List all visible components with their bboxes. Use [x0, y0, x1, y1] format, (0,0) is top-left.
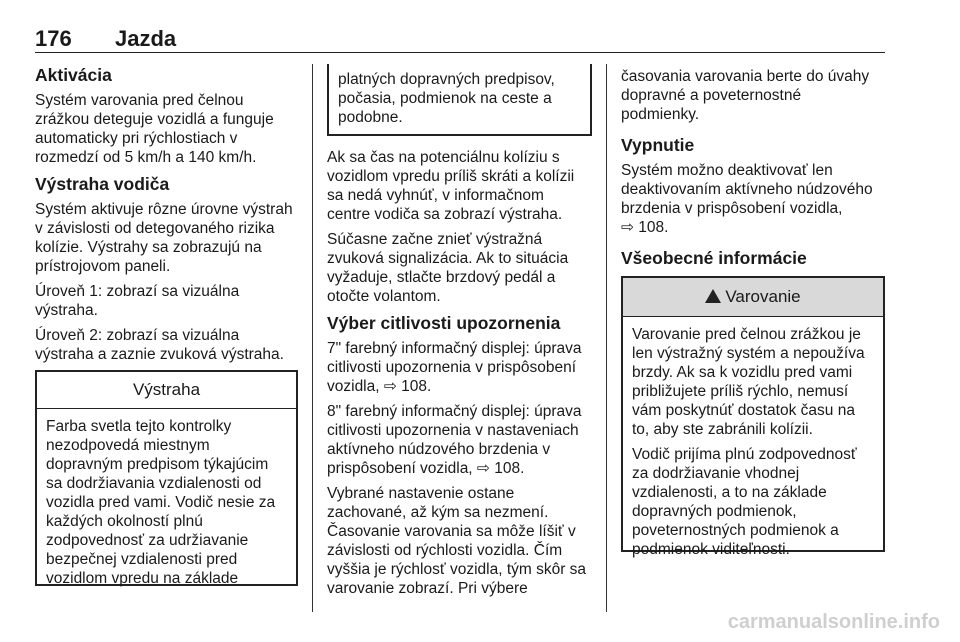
acoustic-text [327, 230, 597, 306]
text-line: počasia, podmienok na ceste a [338, 90, 552, 107]
header-divider [35, 52, 885, 53]
activation-text [35, 91, 300, 167]
text-line: výstraha a zaznie zvuková výstraha. [35, 346, 284, 363]
text-line: sa dodržiavania vzdialenosti od [46, 475, 262, 492]
text-line: Ak sa čas na potenciálnu kolíziu s [327, 149, 560, 166]
text-line: Úroveň 1: zobrazí sa vizuálna [35, 283, 240, 300]
column-divider-1 [312, 64, 313, 612]
page-number: 176 [35, 26, 72, 51]
text-line: sa nedá vyhnúť, v informačnom [327, 187, 544, 204]
text-line: podmienok viditeľnosti. [632, 541, 790, 558]
text-line: nezodpovedá miestnym [46, 437, 210, 454]
caution-box-body [37, 409, 296, 588]
text-line: Vodič prijíma plnú zodpovednosť [632, 446, 857, 463]
text-line: 7" farebný informačný displej: úprava [327, 340, 582, 357]
text-line: Časovanie varovania sa môže líšiť v [327, 523, 576, 540]
text-line: vyžaduje, stlačte brzdový pedál a [327, 269, 556, 286]
page-title: Jazda [115, 26, 177, 51]
timing-text [621, 67, 891, 124]
warning-title-text: Varovanie [725, 287, 801, 306]
text-line: Systém aktivuje rôzne úrovne výstrah [35, 201, 293, 218]
display8-text [327, 402, 597, 478]
driver-warning-text [35, 200, 300, 276]
text-line: citlivosti upozornenia v nastaveniach [327, 422, 579, 439]
collision-text [327, 148, 597, 224]
text-line: varovanie zobrazí. Pri výbere [327, 580, 528, 597]
text-line: výstraha. [35, 302, 98, 319]
text-line: 8" farebný informačný displej: úprava [327, 403, 582, 420]
text-line: Súčasne začne znieť výstražná [327, 231, 543, 248]
text-line: časovania varovania berte do úvahy [621, 68, 870, 85]
switch-off-text [621, 161, 891, 237]
text-line: brzdy. Ak sa k vozidlu pred vami [632, 364, 853, 381]
watermark: carmanualsonline.info [727, 611, 940, 633]
heading-switch-off: Vypnutie [621, 135, 695, 155]
text-line: prístrojovom paneli. [35, 258, 171, 275]
text-line: Systém varovania pred čelnou [35, 92, 244, 109]
column-3 [621, 67, 891, 274]
warning-triangle-icon [705, 289, 721, 303]
text-line: len výstražný systém a nepoužíva [632, 345, 865, 362]
text-line: zrážkou deteguje vozidlá a funguje [35, 111, 274, 128]
text-line: aktívneho núdzového brzdenia v [327, 441, 551, 458]
text-line: dopravné a poveternostné [621, 87, 802, 104]
heading-sensitivity: Výber citlivosti upozornenia [327, 313, 561, 333]
text-line: centre vodiča sa zobrazí výstraha. [327, 206, 563, 223]
text-line: zodpovednosť za udržiavanie [46, 532, 249, 549]
warning-box-title [623, 276, 883, 317]
text-line: deaktivovaním aktívneho núdzového [621, 181, 873, 198]
level2-text [35, 326, 300, 364]
text-line: platných dopravných predpisov, [338, 71, 555, 88]
text-line: otočte volantom. [327, 288, 441, 305]
text-line: vozidlom vpredu príliš skráti a kolízii [327, 168, 575, 185]
text-line: dopravným predpisom týkajúcim [46, 456, 269, 473]
text-line: Farba svetla tejto kontrolky [46, 418, 232, 435]
text-line: Varovanie pred čelnou zrážkou je [632, 326, 861, 343]
text-line: vám poskytnúť dostatok času na [632, 402, 855, 419]
text-line: vozidla pred vami. Vodič nesie za [46, 494, 276, 511]
text-line: Systém možno deaktivovať len [621, 162, 833, 179]
text-line: automaticky pri rýchlostiach v [35, 130, 238, 147]
text-line: zachované, až kým sa nezmení. [327, 504, 549, 521]
level1-text [35, 282, 300, 320]
text-line: vyššia je rýchlosť vozidla, tým skôr sa [327, 561, 587, 578]
text-line: bezpečnej vzdialenosti pred [46, 551, 238, 568]
text-line: dopravných podmienok, [632, 503, 797, 520]
text-line: Úroveň 2: zobrazí sa vizuálna [35, 327, 240, 344]
warning-box [621, 276, 885, 558]
text-line: v závislosti od detegovaného rizika [35, 220, 275, 237]
caution-box-continued-body [329, 64, 590, 127]
text-line: každých okolností plnú [46, 513, 203, 530]
caution-box-continued [327, 64, 592, 136]
text-line: kolízie. Výstrahy sa zobrazujú na [35, 239, 262, 256]
caution-box [35, 370, 298, 586]
heading-activation: Aktivácia [35, 65, 112, 85]
column-divider-2 [606, 64, 607, 612]
display7-text [327, 339, 597, 396]
text-line: citlivosti upozornenia v prispôsobení [327, 359, 576, 376]
text-line: vzdialenosti, a to na základe [632, 484, 827, 501]
text-line: za dodržiavanie vhodnej [632, 465, 800, 482]
heading-driver-warning: Výstraha vodiča [35, 174, 170, 194]
text-line: podobne. [338, 109, 403, 126]
heading-general-info: Všeobecné informácie [621, 248, 807, 268]
text-line: vozidla, ⇨ 108. [327, 378, 432, 395]
text-line: prispôsobení vozidla, ⇨ 108. [327, 460, 525, 477]
text-line: vozidlom vpredu na základe [46, 570, 239, 587]
text-line: približujete príliš rýchlo, nemusí [632, 383, 849, 400]
text-line: podmienky. [621, 106, 700, 123]
text-line: Vybrané nastavenie ostane [327, 485, 515, 502]
warning-box-body [623, 317, 883, 559]
setting-text [327, 484, 597, 598]
text-line: zvuková signalizácia. Ak to situácia [327, 250, 569, 267]
column-2 [327, 148, 597, 604]
text-line: brzdenia v prispôsobení vozidla, [621, 200, 843, 217]
warning-para-1 [632, 325, 877, 439]
warning-para-2 [632, 445, 877, 559]
text-line: to, aby ste zabránili kolízii. [632, 421, 813, 438]
text-line: ⇨ 108. [621, 219, 669, 236]
text-line: závislosti od rýchlosti vozidla. Čím [327, 542, 563, 559]
caution-box-title: Výstraha [37, 370, 296, 409]
text-line: poveternostných podmienok a [632, 522, 839, 539]
column-1 [35, 64, 300, 370]
text-line: rozmedzí od 5 km/h a 140 km/h. [35, 149, 257, 166]
